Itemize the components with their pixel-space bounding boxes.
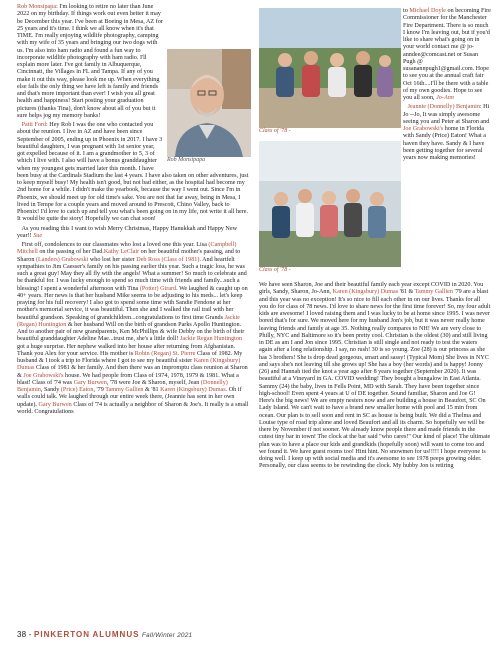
name-rob: Rob Monsipapa (17, 4, 57, 10)
jeannie-text: '79 are a blast and this year was no exception! It's so nice to fill each other in on our lives. Thanks for all you do for class of 78 news. I'd love to share news for the first time forever! So, my four adult kids are awesome! I loved raising them and I was lucky to be at home since 1995. I was never bored that's for sure. We moved here for my husband Jon's job, but it was never really home leaving friends and family at age 35. Nothing really compares to NH! We are very close to Philly, NYC and Baltimore so it's been pretty cool. Christian is the oldest (30) and still living in DE as am I and Jon since 1995. Christian is still single and not ready to test the waters again after a long relationship. I say, no rush! 30 is so young. Zoe (28) is our princess as she has 3 brothers! She is drop dead gorgeous, smart and sassy! (Typical Mom) She lives in NYC and says she's not leaving till she grows up! She has a boy (her words) and is happy! Jonny (26) and Hannah tied the knot a year ago after 8 years together (September 2020). It was beautiful at a Vineyard in GA. COVID wedding! They bought a bungalow in East Atlanta. Sammy (24) the baby, lives in Fells Point, MD with Sarah. They have been together since high-school! Even spent 4 years at U of DE together. Sound familiar, Sharon and Joe G! Here's the big news! We are empty nesters now and are building a house in Beaufort, SC On Lady Island. We can't wait to have a brand new smaller home with pool and 15 min from ocean. Our plan is to sell soon and rent in SC as house is being built. We did a Thelma and Louise type of road trip alone and loved Beaufort and all its charm. So hopefully we will be there by November if not sooner. We already know people there and made friends in the cutest tiny bar in town! The clock at the bar said "who cares!" Our kind of place! The ultimate plan was to have a place our kids and grandkids (hopefully soon) will want to come too and we found it. We have guest rooms too! Hint hint. No snowmen for us!!!!! I hope everyone is doing well. I keep up with social media and it's awesome to see 1978 peeps growing older. Personally, our class seems to be rewinding the clock. My hubby Jon is retiring (259, 289, 491, 470)
sue-greeting-paragraph (17, 226, 251, 241)
name-karen-dumas: Karen (Kingsbury) Dumas (332, 289, 399, 296)
sue-news-text: house. We had people from Class of 1974, 1978, 1979 & 1981. What a blast! Class of '74 was (17, 372, 239, 386)
sue-news-text: got a huge surprise. Her nephew walked into her house after returning from Afghanistan. Thank you Alex for your service. His mother is (17, 343, 236, 357)
name-michael-doyle: Michael Doyle (409, 8, 446, 14)
sue-news-text: & '81 (145, 387, 159, 393)
right-float-text (403, 8, 491, 164)
sue-news-text: First off, condolences to our classmates who lost a loved one this year. Lisa (21, 242, 207, 248)
sue-news-text: on her beautiful mother's passing, and to Sharon (17, 249, 241, 263)
sue-news-text: , Sandy (40, 387, 60, 393)
name-jackie-huntington: Jackie (Regan) Huntington (17, 314, 240, 328)
name-jackie-regan-huntington: Jackie Regan Huntington (179, 336, 243, 343)
sue-news-text: , '78 were Joe & Sharon, myself, Jean (106, 379, 200, 386)
name-tina-girard: (Potter) Girard (139, 285, 177, 292)
sue-news-text: & her husband Will on the birth of grandson Parks Apollo Huntington. And to another pair of new grandparents, Ken McPhillips & wife Debby on the birth of their beautiful granddaughter Adeline Mae...trust me, she's a little doll! (17, 321, 245, 343)
left-column (17, 4, 251, 418)
jeannie-paragraph-start (403, 104, 491, 162)
sue-news-text: on the passing of her Dad. (39, 249, 104, 256)
patti-text: : Hey Rob I was the one who contacted you about the reunion. I live in AZ and have been since September of 2005, ending up in Phoenix in 2017. I have 3 beautiful daughters, I was pregnant with 1st senior year, got expelled because of it. I am a grandmother to 5, 3 of which I live with. I also will have a bonus granddaughter when my youngest gets married later this month. I have been busy at the Cardinals Stadium the last 4 years. I have also taken on other adventures, just to keep myself busy! My health isn't good, but not bad either, as the hospital had become my 2nd home for a while. I didn't make the yearbook, because the way I went out. Since I'm in Phoenix, we should meet up for old time's sake. You are not that far away, being in Mesa, I lived in Tempe for a couple years and moved around to Prescott, Chino Valley, back to Phoenix! I'd love to catch up and tell you what's been going on in my life, not write it all here. It would be quite the story! Hopefully we can chat soon! (17, 122, 249, 223)
jeannie-text: : Hi Jo --Jo, It was simply awesome seeing you and Peter at Sharon and (403, 104, 490, 125)
sue-news-text: . And heartfelt sympathies to Jim Caesser's family on his passing earlier this year. Such a tragic loss, he was such a great guy! May they all fly with the angels! What a summer! So much to celebrate and be thankful for. I was lucky enough to spend so much time with friends and family...such a blessing! I spent a wonderful afternoon with Tina (17, 256, 247, 292)
name-lisa-mitchell: (Campbell) Mitchell (17, 242, 237, 256)
group-photo-1-image (259, 8, 401, 128)
magazine-brand: PINKERTON (34, 630, 90, 639)
jo-ann-closing-paragraph (403, 8, 491, 102)
sue-news-text: Class of 1981 & her family. And then there was an impromptu class reunion at Sharon & (17, 365, 248, 379)
name-jean-benjamin: (Donnelly) Benjamin (17, 379, 228, 393)
name-tammy-gallien: Tammy Gallien (105, 387, 144, 393)
sue-news-text: Class of 1982. My husband & I took a trip to Florida where I got to see my beautiful sister (17, 350, 243, 364)
name-jeannie-benjamin: Jeannie (Donnelly) Benjamin (407, 104, 480, 111)
jeannie-paragraph-continued (259, 282, 491, 471)
jeannie-text: home in Florida with Sandy (Price) Eaton! What a haven they have. Sandy & I have been getting together for several years now making memories! (403, 126, 486, 161)
name-robin-st-pierre: Robin (Regan) St. Pierre (134, 350, 196, 357)
name-patti: Patti Ford (21, 122, 47, 128)
sue-news-text: . We laughed & caught up on 40+ years. Her news is that her husband Mike seems to be adjusting to his meds... let's keep praying for his full recovery! I also got to spend some time with Sandie Fendone at her mother's memorial service, it was beautiful. Then she and I walked the rail trail with her beautiful grandson. Speaking of grandchildren...congratulations to first time Grands (17, 285, 248, 321)
class-78-photo-2 (259, 141, 401, 275)
jeannie-text: We have seen Sharon, Joe and their beautiful family each year except COVID in 2020. You girls, Sandy, Sharon, Jo-Ann, (259, 282, 484, 296)
name-sharon-grabowski: (Landers) Grabowski (35, 256, 89, 263)
rob-photo-caption: Rob Monsipapa (167, 157, 206, 163)
name-karen-kingsbury-dumas: Karen (Kingsbury) Dumas (160, 387, 226, 393)
name-karen-dumas: Karen (Kingsbury) Dumas (17, 358, 241, 372)
sue-news-paragraph (17, 242, 251, 416)
sue-news-text: Class of '74 is actually a neighbor of Sharon & Joe's. It really is a small world. Congratulations (17, 401, 249, 415)
sue-greeting-text: As you reading this I want to wish Merry Christmas, Happy Hanukkah and Happy New year!! (17, 225, 238, 239)
sue-news-text: who lost her sister (89, 256, 135, 263)
sue-news-text: , '79 (93, 387, 104, 393)
name-gary-burwen: Gary Burwen (73, 379, 107, 386)
name-joe-grabowski: Joe Grabowski's (23, 372, 64, 379)
name-sue: Sue (33, 232, 43, 239)
sue-news-text: . Oh if walls could talk. We laughed through our entire week there, (Jeannie has sent in her own update). (17, 387, 242, 408)
group-photo-2-image (259, 141, 401, 267)
issue-label: Fall/Winter 2021 (141, 632, 193, 639)
name-gary-burwen: Gary Burwen (38, 401, 72, 408)
name-tammy-gallien: Tammy Gallien (414, 289, 453, 296)
class-78-photo-1 (259, 8, 401, 136)
name-deb-ross: Deb Ross (Class of 1981) (136, 256, 200, 263)
right-body-text (259, 282, 491, 473)
photo-1-caption: Class of '78 - (259, 128, 291, 134)
jeannie-text: '81 & (399, 289, 414, 296)
magazine-alumnus: ALUMNUS (92, 630, 140, 639)
photo-2-caption: Class of '78 - (259, 267, 291, 273)
rob-photo (167, 49, 251, 165)
name-sandy-eaton: (Price) Eaton (60, 387, 94, 393)
name-kathy-leclair: Kathy LeClair (103, 249, 140, 256)
name-joe-grabowski: Joe Grabowski's (403, 126, 444, 132)
jo-ann-text: on becoming Fire Commissioner for the Manchester Fire Department. There is so much I know I'm leaving out, but if you'd like to share what's going on in your world contact me @ jo-anndee@comcast.net or Susan Pugh @ susanannpugh1@gmail.com. Hope to see you at the annual craft fair Oct 16th....I'll be there with a table of my own goodies. Hope to see you all soon, (403, 8, 491, 101)
rob-portrait-image (167, 49, 251, 157)
rob-text: : I'm looking to retire no later than June 2022 on my birthday. If things work out even better it may be December this year. I've been at Boeing in Mesa, AZ for 25 years and it's time. I think we all know when it's that TIME. I'm really enjoying wildlife photography, camping with my wife of 35 years and bringing our two dogs with us. I'm also into ham radio and found a fun way to incorporate wildlife photography with ham radio. I'll explain more later. I've got family in Albuquerque, Cincinnati, the Villages in FL and Tampa. If any of you make it out this way, please look me up. When everything else fails the only thing we have left is family and friends and that's more important than ever! I wish you all great health and happiness! Start posting your graduation pictures (thanks Tina), don't know about all of you but it sure helps jog my memory banks! (17, 4, 163, 119)
page-number: 38 - (17, 630, 32, 639)
jo-ann-text: to (403, 8, 408, 14)
name-jo-ann: Jo-Ann (436, 95, 454, 101)
page-footer (17, 630, 192, 639)
